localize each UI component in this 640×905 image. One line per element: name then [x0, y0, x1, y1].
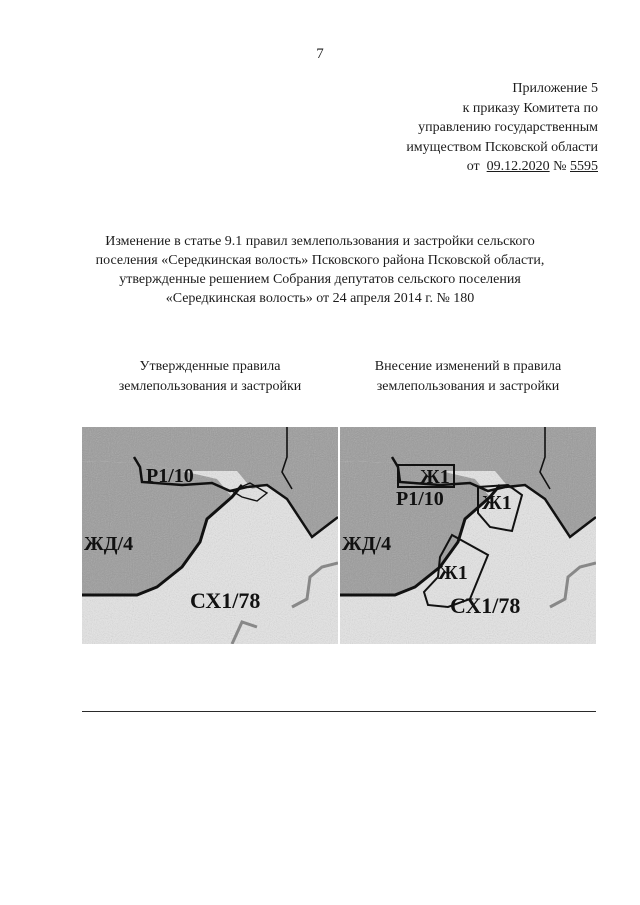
order-number: 5595 — [570, 159, 598, 174]
document-heading — [60, 232, 580, 308]
heading-line-2: поселения «Середкинская волость» Псковского района Псковской области, — [95, 253, 545, 268]
heading-line-4: «Середкинская волость» от 24 апреля 2014 г. № 180 — [165, 291, 475, 306]
appendix-date-line — [406, 157, 598, 177]
label-zhd-4: ЖД/4 — [84, 533, 134, 555]
appendix-header — [406, 79, 598, 177]
heading-line-3: утвержденные решением Собрания депутатов сельского поселения — [119, 272, 521, 287]
appendix-line-order: к приказу Комитета по — [462, 100, 598, 116]
caption-right-line-1: Внесение изменений в правила — [374, 359, 562, 374]
number-sign: № — [553, 159, 567, 174]
caption-approved-rules — [82, 357, 338, 396]
label-r1-10: Р1/10 — [146, 465, 194, 487]
label-r1-10-right: Р1/10 — [396, 488, 444, 510]
label-sh1-78-right: СХ1/78 — [450, 593, 521, 618]
appendix-line-committee: управлению государственным — [418, 120, 598, 135]
caption-left-line-1: Утвержденные правила — [139, 359, 281, 374]
heading-line-1: Изменение в статье 9.1 правил землепользования и застройки сельского — [105, 234, 535, 249]
label-zhd-4-right: ЖД/4 — [342, 533, 392, 555]
label-zh1-bottom: Ж1 — [438, 562, 468, 584]
order-date: 09.12.2020 — [486, 159, 550, 174]
caption-left-line-2: землепользования и застройки — [118, 378, 302, 394]
caption-amendments — [340, 357, 596, 396]
label-zh1-right: Ж1 — [482, 492, 512, 514]
label-zh1-top: Ж1 — [420, 466, 450, 488]
map-approved-rules — [82, 427, 338, 644]
bottom-divider — [82, 711, 596, 712]
page-number: 7 — [316, 46, 324, 62]
label-sh1-78: СХ1/78 — [190, 588, 261, 613]
map-amendments — [340, 427, 596, 644]
appendix-title: Приложение 5 — [512, 81, 598, 96]
caption-right-line-2: землепользования и застройки — [376, 378, 560, 394]
appendix-line-region: имуществом Псковской области — [406, 139, 598, 155]
date-prefix: от — [466, 159, 480, 174]
